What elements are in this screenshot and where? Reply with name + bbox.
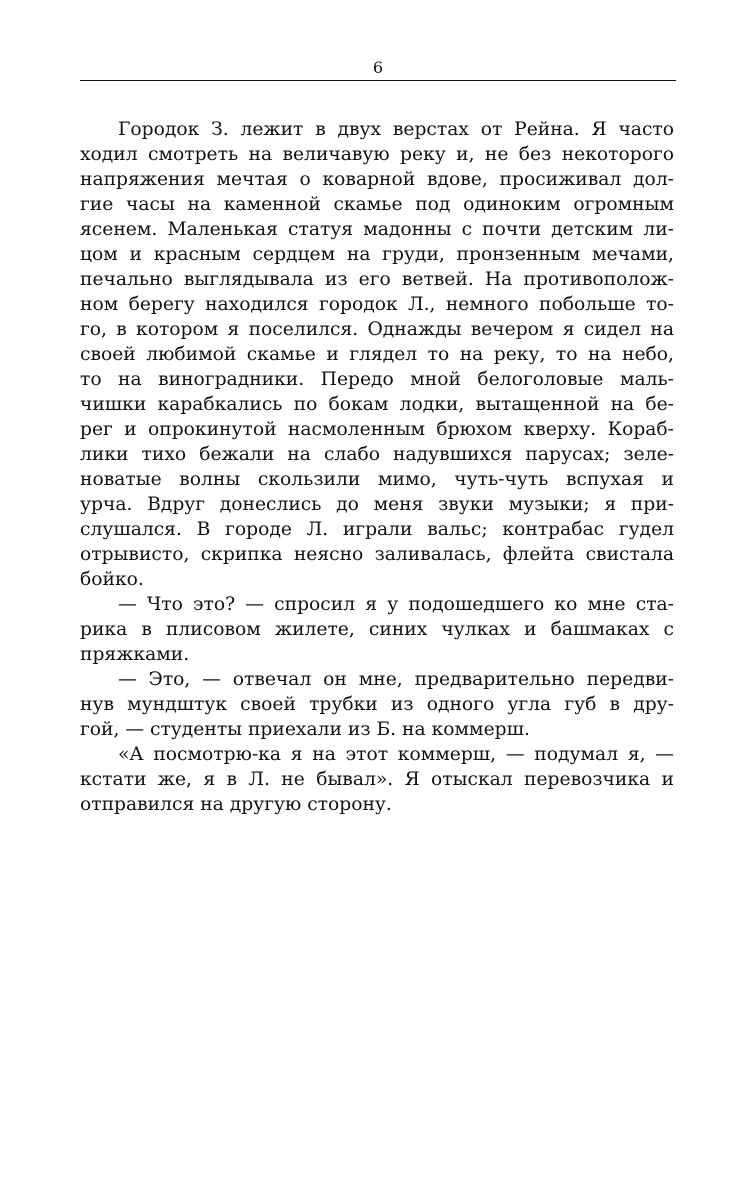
text-line: Городок З. лежит в двух верстах от Рейна. Я часто — [118, 119, 674, 140]
text-line: кстати же, я в Л. не бывал». Я отыскал перевозчика и — [80, 769, 674, 790]
text-line: пряжками. — [80, 644, 190, 665]
text-line: своей любимой скамье и глядел то на реку, то на небо, — [80, 344, 674, 365]
text-line: рика в плисовом жилете, синих чулках и башмаках с — [80, 619, 674, 640]
text-line: гие часы на каменной скамье под одиноким огромным — [80, 194, 674, 215]
text-line: — Это, — отвечал он мне, предварительно передви- — [118, 669, 674, 690]
text-line: напряжения мечтая о коварной вдове, просиживал дол- — [80, 169, 674, 190]
text-line: бойко. — [80, 569, 144, 590]
text-line: отрывисто, скрипка неясно заливалась, флейта свистала — [80, 544, 674, 565]
header-rule — [80, 80, 676, 81]
text-line: гой, — студенты приехали из Б. на коммерш. — [80, 719, 530, 740]
text-line: нув мундштук своей трубки из одного угла губ в дру- — [80, 694, 674, 715]
text-line: печально выглядывала из его ветвей. На противополож- — [80, 269, 674, 290]
text-line: ном берегу находился городок Л., немного побольше то- — [80, 294, 674, 315]
text-line: слушался. В городе Л. играли вальс; контрабас гудел — [80, 519, 674, 540]
paragraph — [80, 667, 674, 742]
text-line: ясенем. Маленькая статуя мадонны с почти детским ли- — [80, 219, 674, 240]
text-body — [80, 117, 674, 817]
text-line: «А посмотрю-ка я на этот коммерш, — подумал я, — — [118, 744, 674, 765]
text-line: рег и опрокинутой насмоленным брюхом кверху. Кораб- — [80, 419, 674, 440]
text-line: лики тихо бежали на слабо надувшихся парусах; зеле- — [80, 444, 674, 465]
paragraph — [80, 592, 674, 667]
text-line: чишки карабкались по бокам лодки, вытащенной на бе- — [80, 394, 674, 415]
text-line: урча. Вдруг донеслись до меня звуки музыки; я при- — [80, 494, 674, 515]
text-line: ходил смотреть на величавую реку и, не без некоторого — [80, 144, 674, 165]
text-line: цом и красным сердцем на груди, пронзенным мечами, — [80, 244, 674, 265]
page-number: 6 — [372, 58, 384, 77]
paragraph — [80, 117, 674, 592]
text-line: — Что это? — спросил я у подошедшего ко мне ста- — [118, 594, 674, 615]
text-line: го, в котором я поселился. Однажды вечером я сидел на — [80, 319, 674, 340]
paragraph — [80, 742, 674, 817]
text-line: то на виноградники. Передо мной белоголовые маль- — [80, 369, 674, 390]
text-line: новатые волны скользили мимо, чуть-чуть вспухая и — [80, 469, 674, 490]
text-line: отправился на другую сторону. — [80, 794, 392, 815]
